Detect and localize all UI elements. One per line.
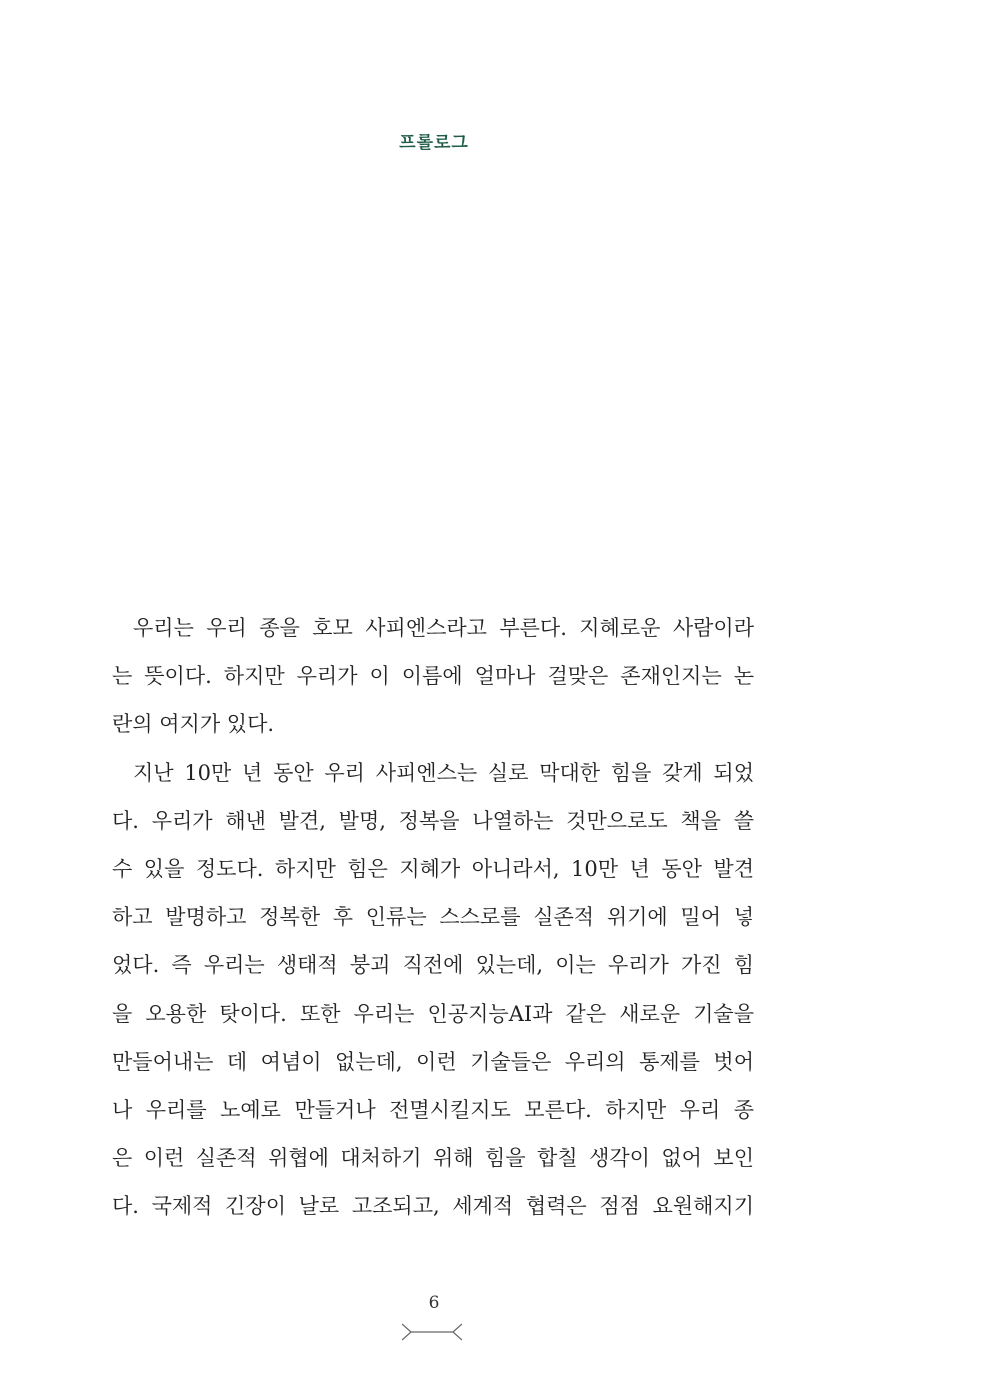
text-line: 다. 우리가 해낸 발견, 발명, 정복을 나열하는 것만으로도 책을 쓸 xyxy=(112,808,754,833)
text-line: 우리는 우리 종을 호모 사피엔스라고 부른다. 지혜로운 사람이라 xyxy=(133,616,754,640)
text-line: 만들어내는 데 여념이 없는데, 이런 기술들은 우리의 통제를 벗어 xyxy=(112,1049,754,1074)
text-line: 는 뜻이다. 하지만 우리가 이 이름에 얼마나 걸맞은 존재인지는 논 xyxy=(112,664,754,689)
text-line: 수 있을 정도다. 하지만 힘은 지혜가 아니라서, 10만 년 동안 발견 xyxy=(112,856,754,881)
text-line: 은 이런 실존적 위협에 대처하기 위해 힘을 합칠 생각이 없어 보인 xyxy=(112,1146,754,1171)
text-line: 지난 10만 년 동안 우리 사피엔스는 실로 막대한 힘을 갖게 되었 xyxy=(133,760,754,785)
page-ornament-icon xyxy=(402,1322,462,1342)
text-line: 나 우리를 노예로 만들거나 전멸시킬지도 모른다. 하지만 우리 종 xyxy=(112,1097,754,1122)
text-line: 하고 발명하고 정복한 후 인류는 스스로를 실존적 위기에 밀어 넣 xyxy=(112,905,754,930)
body-text xyxy=(112,604,754,1230)
text-line: 을 오용한 탓이다. 또한 우리는 인공지능AI과 같은 새로운 기술을 xyxy=(112,1001,754,1026)
text-line: 었다. 즉 우리는 생태적 붕괴 직전에 있는데, 이는 우리가 가진 힘 xyxy=(112,953,754,978)
text-line: 란의 여지가 있다. xyxy=(112,712,275,737)
chapter-title: 프롤로그 xyxy=(399,133,469,153)
text-line: 다. 국제적 긴장이 날로 고조되고, 세계적 협력은 점점 요원해지기 xyxy=(112,1194,754,1219)
page-number: 6 xyxy=(428,1293,440,1313)
